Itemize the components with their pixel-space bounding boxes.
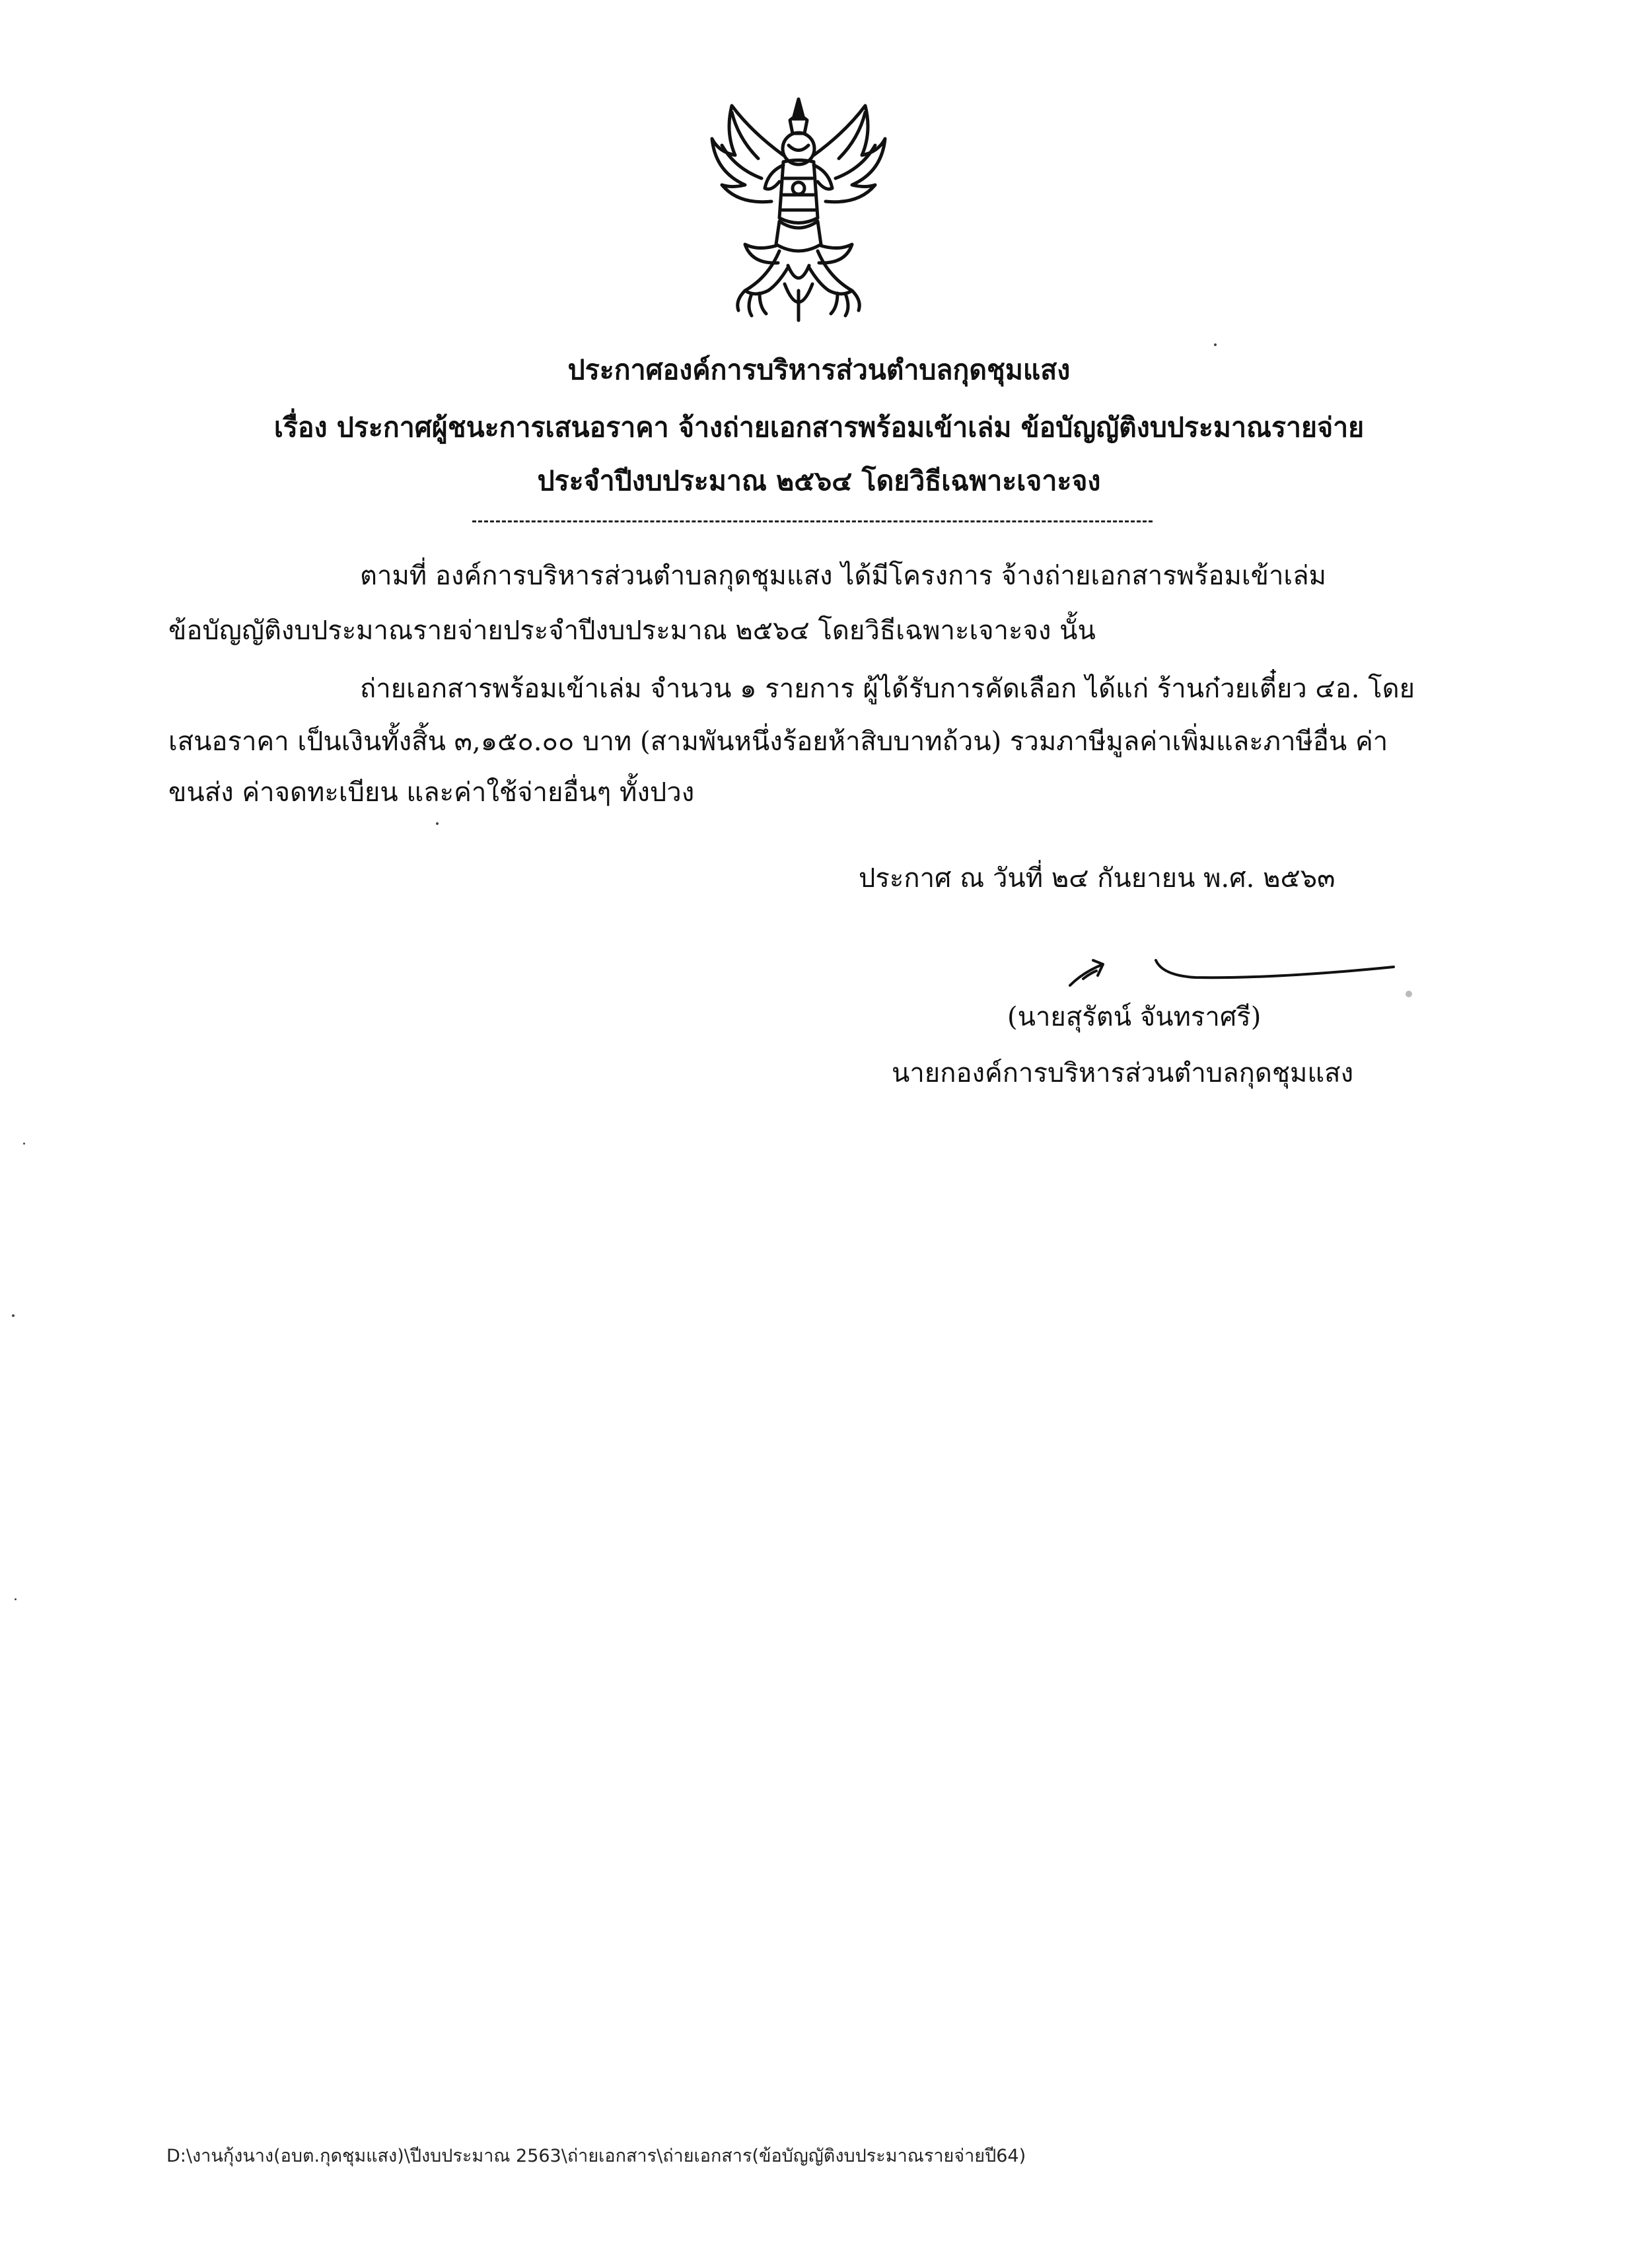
paragraph-1-line-2: ข้อบัญญัติงบประมาณรายจ่ายประจำปีงบประมาณ ๒๕๖๔ โดยวิธีเฉพาะเจาะจง นั้น bbox=[168, 616, 1096, 646]
handwritten-signature bbox=[1063, 946, 1407, 999]
footer-file-path: D:\งานกุ้งนาง(อบต.กุดชุมแสง)\ปีงบประมาณ 2563\ถ่ายเอกสาร\ถ่ายเอกสาร(ข้อบัญญัติงบประมาณรายจ่ายปี64) bbox=[166, 2146, 1026, 2166]
paragraph-2-line-2: เสนอราคา เป็นเงินทั้งสิ้น ๓,๑๕๐.๐๐ บาท (สามพันหนึ่งร้อยห้าสิบบาทถ้วน) รวมภาษีมูลค่าเพิ่มและภาษีอื่น ค่า bbox=[168, 726, 1388, 757]
garuda-emblem-icon bbox=[705, 92, 892, 332]
scan-speck bbox=[436, 822, 439, 825]
scan-speck bbox=[12, 1314, 15, 1317]
scan-speck bbox=[1406, 991, 1412, 997]
announcement-subject-continued: ประจำปีงบประมาณ ๒๕๖๔ โดยวิธีเฉพาะเจาะจง bbox=[537, 465, 1101, 497]
paragraph-1-line-1: ตามที่ องค์การบริหารส่วนตำบลกุดชุมแสง ได้มีโครงการ จ้างถ่ายเอกสารพร้อมเข้าเล่ม bbox=[360, 561, 1326, 591]
paragraph-2-line-1: ถ่ายเอกสารพร้อมเข้าเล่ม จำนวน ๑ รายการ ผู้ได้รับการคัดเลือก ได้แก่ ร้านก๋วยเตี๋ยว ๔อ. โดย bbox=[360, 674, 1415, 704]
scan-speck bbox=[23, 1143, 25, 1145]
scan-speck bbox=[15, 1598, 17, 1600]
announcement-subject: เรื่อง ประกาศผู้ชนะการเสนอราคา จ้างถ่ายเอกสารพร้อมเข้าเล่ม ข้อบัญญัติงบประมาณรายจ่าย bbox=[273, 411, 1365, 443]
dashed-divider bbox=[472, 520, 1153, 522]
scan-speck bbox=[1214, 343, 1217, 346]
announcement-title: ประกาศองค์การบริหารส่วนตำบลกุดชุมแสง bbox=[567, 354, 1071, 386]
signer-name: (นายสุรัตน์ จันทราศรี) bbox=[1007, 1002, 1262, 1032]
paragraph-2-line-3: ขนส่ง ค่าจดทะเบียน และค่าใช้จ่ายอื่นๆ ทั้งปวง bbox=[168, 777, 695, 808]
announcement-date: ประกาศ ณ วันที่ ๒๔ กันยายน พ.ศ. ๒๕๖๓ bbox=[859, 863, 1335, 894]
signer-position: นายกองค์การบริหารส่วนตำบลกุดชุมแสง bbox=[892, 1058, 1354, 1088]
